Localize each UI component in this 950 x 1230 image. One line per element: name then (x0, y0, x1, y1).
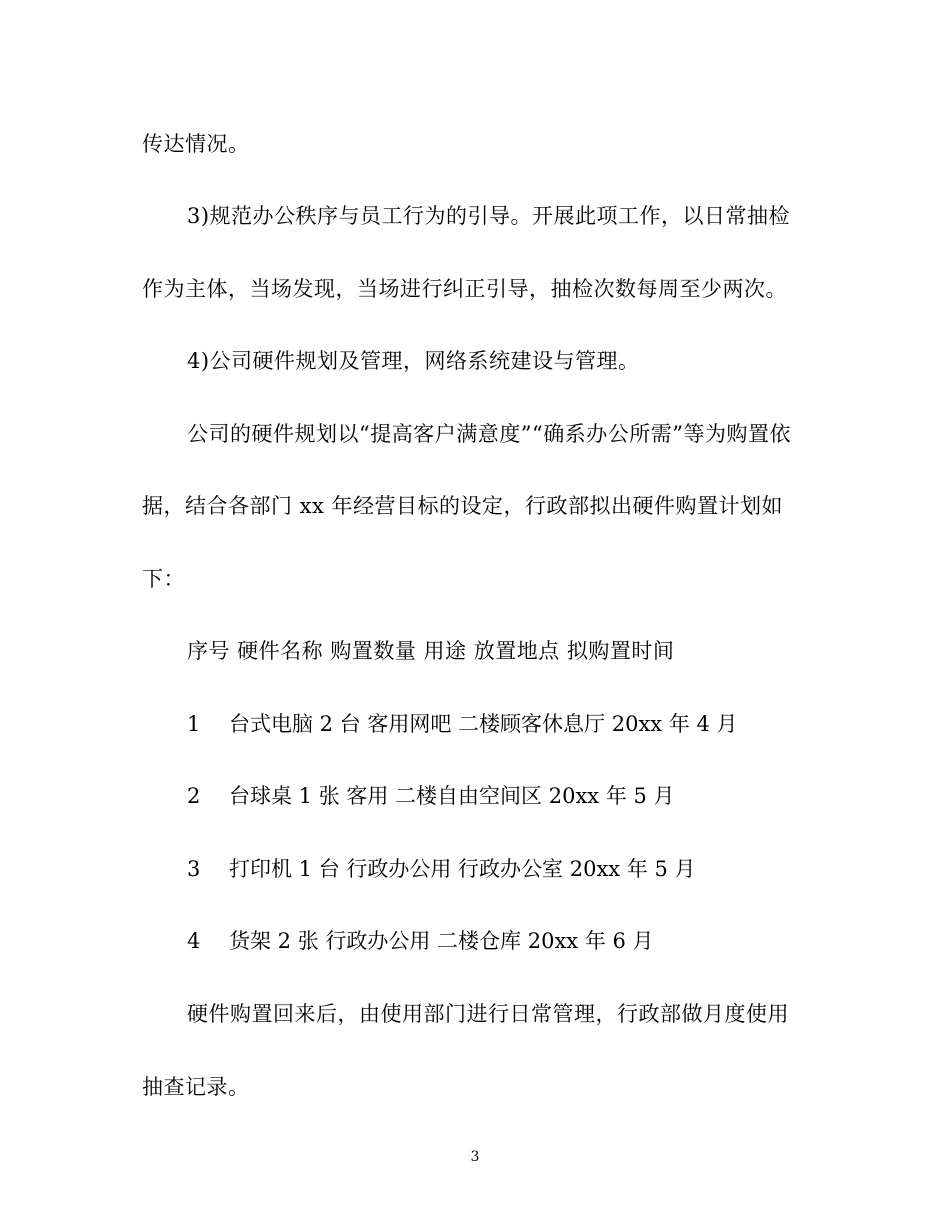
row-text: 打印机 1 台 行政办公用 行政办公室 20xx 年 5 月 (229, 857, 696, 881)
table-row (187, 710, 738, 738)
paragraph-line: 硬件购置回来后，由使用部门进行日常管理，行政部做月度使用 (187, 1002, 789, 1026)
paragraph-line: 4)公司硬件规划及管理，网络系统建设与管理。 (187, 349, 640, 373)
row-number: 4 (187, 929, 201, 953)
row-text: 台球桌 1 张 客用 二楼自由空间区 20xx 年 5 月 (229, 784, 675, 808)
table-row (187, 855, 696, 883)
paragraph-line: 传达情况。 (142, 132, 250, 156)
row-number: 2 (187, 784, 201, 808)
table-row (187, 782, 675, 810)
paragraph-line: 抽查记录。 (142, 1075, 250, 1099)
paragraph-line: 下： (142, 567, 185, 591)
paragraph-line: 3)规范办公秩序与员工行为的引导。开展此项工作，以日常抽检 (187, 204, 791, 228)
row-text: 台式电脑 2 台 客用网吧 二楼顾客休息厅 20xx 年 4 月 (229, 712, 738, 736)
table-row (187, 927, 654, 955)
paragraph-line: 作为主体，当场发现，当场进行纠正引导，抽检次数每周至少两次。 (142, 277, 787, 301)
row-number: 3 (187, 857, 201, 881)
paragraph-line: 据，结合各部门 xx 年经营目标的设定，行政部拟出硬件购置计划如 (142, 494, 784, 518)
row-text: 货架 2 张 行政办公用 二楼仓库 20xx 年 6 月 (229, 929, 654, 953)
table-header: 序号 硬件名称 购置数量 用途 放置地点 拟购置时间 (187, 639, 675, 663)
row-number: 1 (187, 712, 201, 736)
paragraph-line: 公司的硬件规划以“提高客户满意度”“确系办公所需”等为购置依 (187, 422, 791, 446)
page-number: 3 (470, 1149, 480, 1165)
